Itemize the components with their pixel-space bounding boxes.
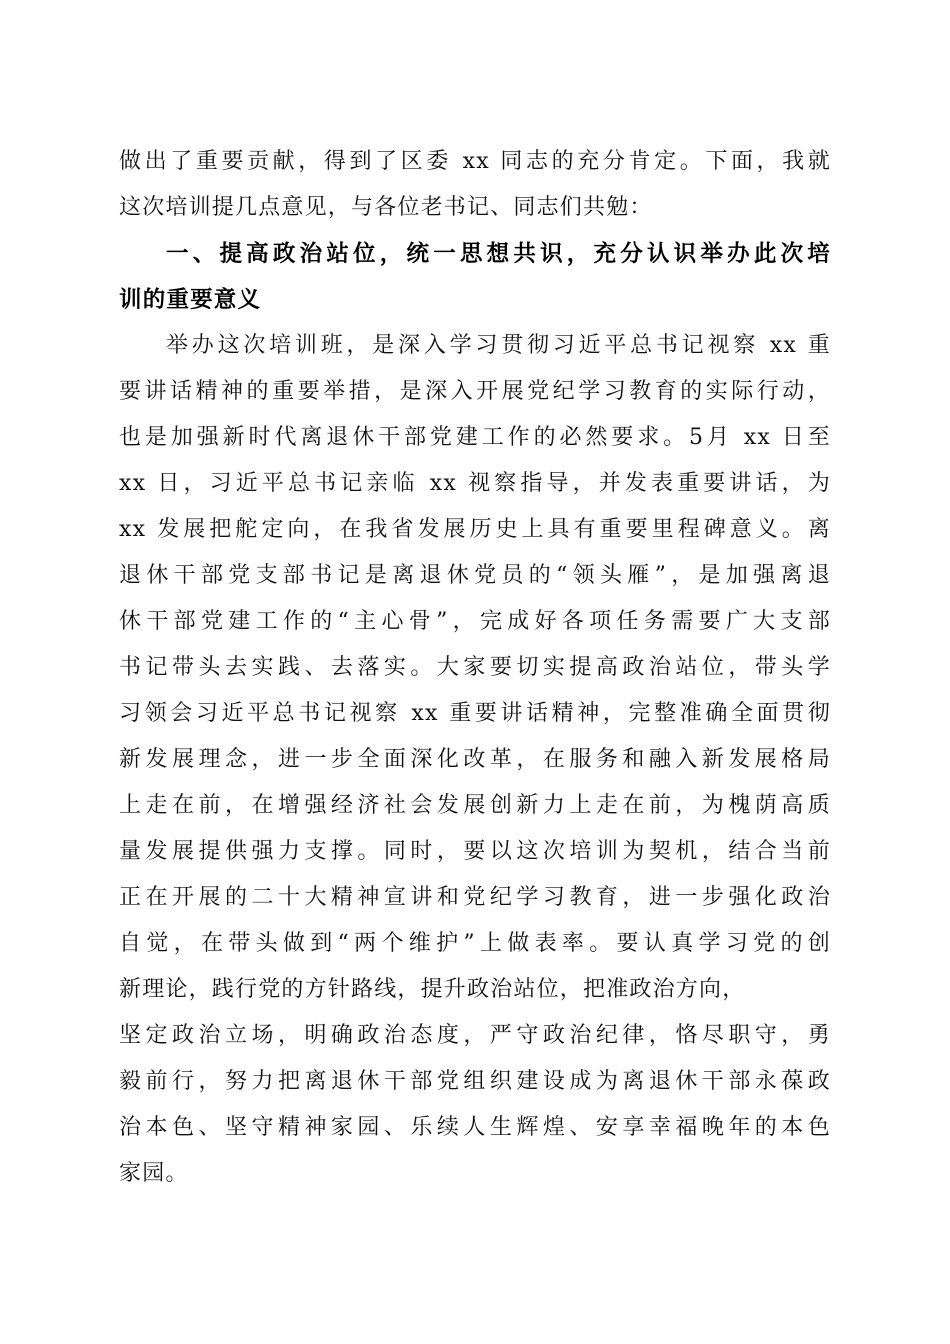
text-line: 书记带头去实践、去落实。大家要切实提高政治站位，带头学 <box>119 655 831 680</box>
text-line: xx 日，习近平总书记亲临 xx 视察指导，并发表重要讲话，为 <box>119 471 831 496</box>
text-line: 家园。 <box>119 1161 189 1186</box>
text-line: 坚定政治立场，明确政治态度，严守政治纪律，恪尽职守，勇 <box>119 1023 831 1048</box>
text-line: 举办这次培训班，是深入学习贯彻习近平总书记视察 xx 重 <box>166 333 831 358</box>
text-line: 正在开展的二十大精神宣讲和党纪学习教育，进一步强化政治 <box>119 885 831 910</box>
text-line: 休干部党建工作的“主心骨”，完成好各项任务需要广大支部 <box>119 609 831 634</box>
text-line: 做出了重要贡献，得到了区委 xx 同志的充分肯定。下面，我就 <box>119 149 831 174</box>
text-line: 自觉，在带头做到“两个维护”上做表率。要认真学习党的创 <box>119 931 831 956</box>
text-line: 这次培训提几点意见，与各位老书记、同志们共勉： <box>119 195 653 220</box>
text-line: 习领会习近平总书记视察 xx 重要讲话精神，完整准确全面贯彻 <box>119 701 831 726</box>
text-line: 要讲话精神的重要举措，是深入开展党纪学习教育的实际行动， <box>119 379 831 404</box>
document-page <box>119 139 831 1197</box>
text-line: 治本色、坚守精神家园、乐续人生辉煌、安享幸福晚年的本色 <box>119 1115 831 1140</box>
text-line: 新发展理念，进一步全面深化改革，在服务和融入新发展格局 <box>119 747 831 772</box>
text-line: 新理论，践行党的方针路线，提升政治站位，把准政治方向， <box>119 977 746 1002</box>
body-paragraph <box>119 323 831 1197</box>
text-line: 毅前行，努力把离退休干部党组织建设成为离退休干部永葆政 <box>119 1069 831 1094</box>
intro-paragraph <box>119 139 831 231</box>
text-line: xx 发展把舵定向，在我省发展历史上具有重要里程碑意义。离 <box>119 517 831 542</box>
text-line: 上走在前，在增强经济社会发展创新力上走在前，为槐荫高质 <box>119 793 831 818</box>
heading-line: 训的重要意义 <box>119 287 262 313</box>
text-line: 量发展提供强力支撑。同时，要以这次培训为契机，结合当前 <box>119 839 831 864</box>
text-line: 退休干部党支部书记是离退休党员的“领头雁”，是加强离退 <box>119 563 831 588</box>
heading-line: 一、提高政治站位，统一思想共识，充分认识举办此次培 <box>166 241 831 267</box>
text-line: 也是加强新时代离退休干部党建工作的必然要求。5月 xx 日至 <box>119 425 831 450</box>
section-heading <box>119 231 831 323</box>
